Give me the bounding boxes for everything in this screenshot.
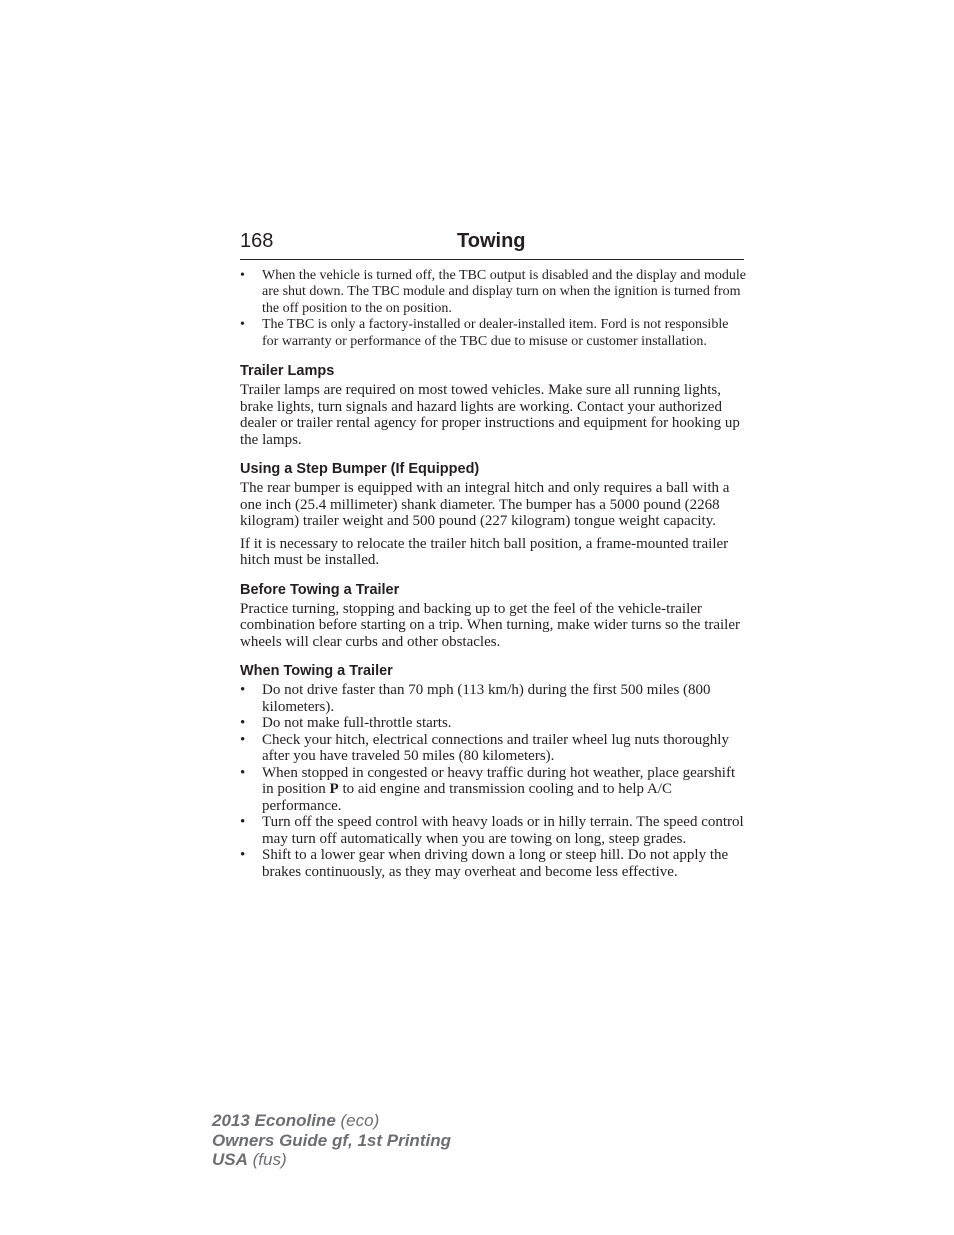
list-item: • Turn off the speed control with heavy loads or in hilly terrain. The speed control may turn off automatically when you are towing on long, steep grades. (240, 814, 744, 847)
page-number: 168 (240, 230, 274, 252)
footer-line-guide: Owners Guide gf, 1st Printing (212, 1130, 451, 1150)
page-footer (212, 1111, 451, 1170)
list-item: • When the vehicle is turned off, the TBC output is disabled and the display and module are shut down. The TBC module and display turn on when the ignition is turned from the off position to the on position. (240, 268, 746, 316)
section-heading-trailer-lamps: Trailer Lamps (240, 363, 335, 380)
list-item: • Check your hitch, electrical connections and trailer wheel lug nuts thoroughly after you have traveled 50 miles (80 kilometers). (240, 731, 729, 765)
page-title: Towing (457, 230, 526, 252)
paragraph-trailer-lamps: Trailer lamps are required on most towed vehicles. Make sure all running lights, brake lights, turn signals and hazard lights are working. Contact your authorized dealer or trailer rental agency for proper instructions and equipment for hooking up the lamps. (240, 382, 740, 448)
intro-bullet-list (240, 268, 746, 350)
section-heading-when-towing: When Towing a Trailer (240, 663, 393, 680)
list-item: • Shift to a lower gear when driving down a long or steep hill. Do not apply the brakes continuously, as they may overheat and become less effective. (240, 847, 729, 880)
bullet-icon: • (240, 715, 246, 732)
when-towing-bullet-list (240, 682, 746, 880)
bullet-icon: • (240, 317, 245, 333)
page-header (240, 229, 744, 260)
footer-line-region: USA (fus) (212, 1150, 287, 1169)
paragraph-step-bumper-capacity: The rear bumper is equipped with an integral hitch and only requires a ball with a one inch (25.4 millimeter) shank diameter. The bumper has a 5000 pound (2268 kilogram) trailer weight and 500 pound (227 kilogram) tongue weight capacity. (240, 480, 730, 530)
bullet-icon: • (240, 268, 245, 283)
paragraph-before-towing: Practice turning, stopping and backing up to get the feel of the vehicle-trailer combination before starting on a trip. When turning, make wider turns so the trailer wheels will clear curbs and other obstacles. (240, 600, 741, 650)
bullet-icon: • (240, 847, 246, 864)
bullet-icon: • (240, 764, 246, 781)
section-heading-step-bumper: Using a Step Bumper (If Equipped) (240, 461, 480, 478)
paragraph-step-bumper-relocate: If it is necessary to relocate the trailer hitch ball position, a frame-mounted trailer hitch must be installed. (240, 535, 729, 569)
bullet-icon: • (240, 731, 246, 748)
section-heading-before-towing: Before Towing a Trailer (240, 581, 400, 598)
page-content (240, 268, 746, 880)
list-item: • When stopped in congested or heavy traffic during hot weather, place gearshift in position P to aid engine and transmission cooling and to help A/C performance. (240, 764, 736, 814)
list-item: • Do not make full-throttle starts. (240, 715, 452, 732)
bullet-icon: • (240, 682, 246, 699)
gear-position-p: P (329, 781, 339, 798)
list-item: • The TBC is only a factory-installed or dealer-installed item. Ford is not responsible for warranty or performance of the TBC due to misuse or customer installation. (240, 317, 729, 349)
footer-line-model: 2013 Econoline (eco) (212, 1111, 380, 1130)
list-item: • Do not drive faster than 70 mph (113 km/h) during the first 500 miles (800 kilometers). (240, 682, 711, 715)
bullet-icon: • (240, 814, 246, 831)
